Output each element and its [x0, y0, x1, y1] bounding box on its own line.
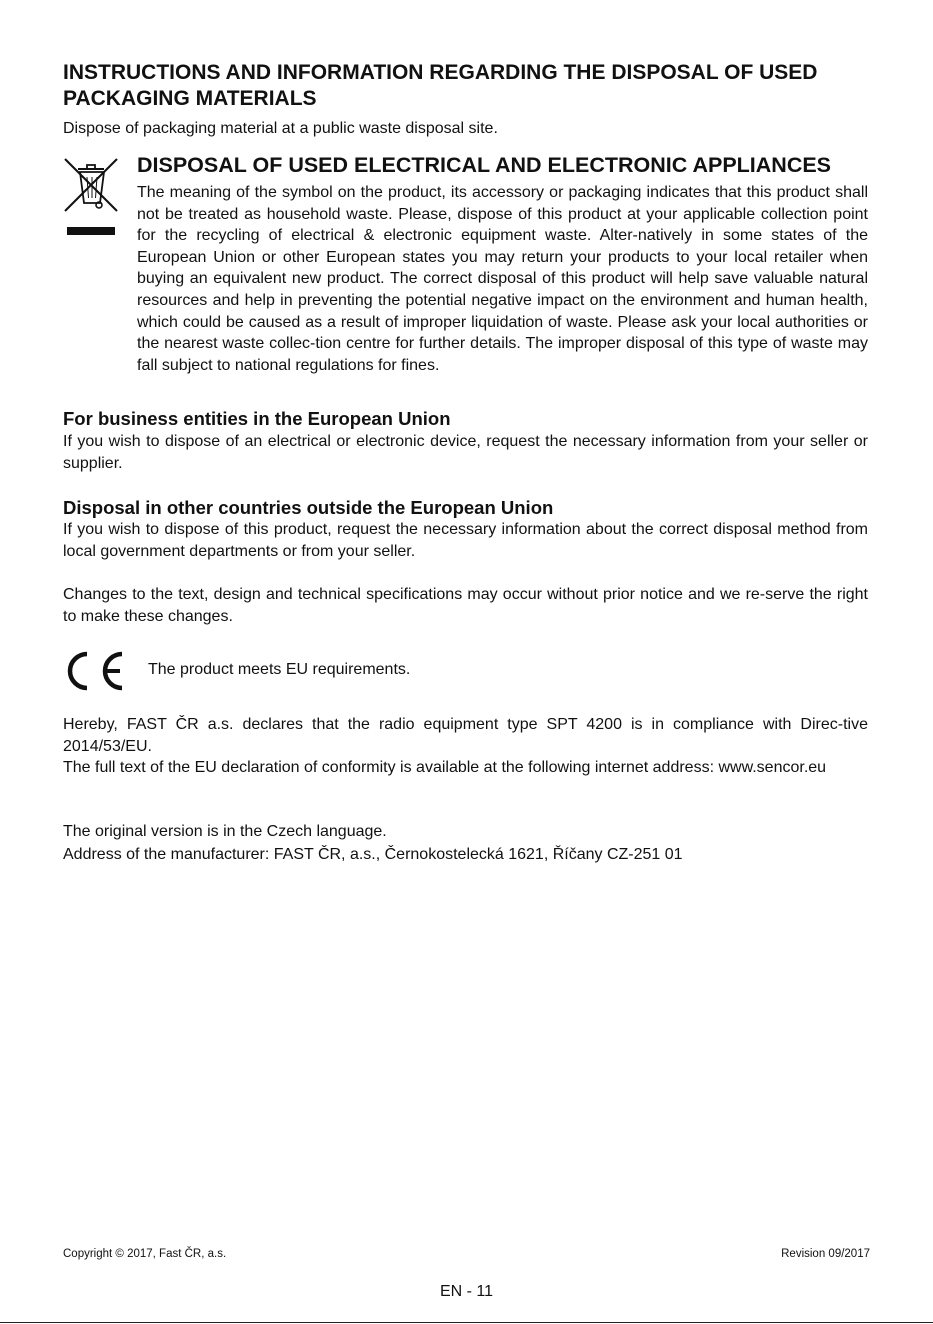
main-heading — [63, 60, 873, 112]
outside-eu-heading: Disposal in other countries outside the European Union — [63, 497, 554, 518]
ce-mark-icon — [64, 650, 128, 692]
weee-heading: DISPOSAL OF USED ELECTRICAL AND ELECTRONIC APPLIANCES — [137, 153, 832, 177]
weee-body-text: The meaning of the symbol on the product, its accessory or packaging indicates that this product shall not be treated as household waste. Please, dispose of this product at your applicable collection point for the recycling of electrical & electronic equipment waste. Alter-natively in some states of the European Union or other European states you may return your products to your local retailer when buying an equivalent new product. The correct disposal of this product will help save valuable natural resources and help in preventing the potential negative impact on the environment and human health, which could be caused as a result of improper liquidation of waste. Please ask your local authorities or the nearest waste collec-tion centre for further details. The improper disposal of this type of waste may fall subject to national regulations for fines. — [137, 184, 868, 374]
original-version-text: The original version is in the Czech language. — [63, 823, 387, 840]
ce-compliance-text: The product meets EU requirements. — [148, 661, 411, 678]
business-heading: For business entities in the European Union — [63, 408, 451, 429]
revision-text: Revision 09/2017 — [781, 1248, 870, 1260]
copyright-text: Copyright © 2017, Fast ČR, a.s. — [63, 1248, 227, 1260]
page-number: EN - 11 — [439, 1283, 494, 1300]
business-text: If you wish to dispose of an electrical or electronic device, request the necessary information from your seller or supplier. — [63, 433, 868, 472]
declaration-text: Hereby, FAST ČR a.s. declares that the radio equipment type SPT 4200 is in compliance with Direc-tive 2014/53/EU. — [63, 716, 868, 755]
crossed-out-wheelie-bin-icon — [63, 153, 119, 237]
bottom-divider — [0, 1322, 933, 1323]
main-heading-line-2: PACKAGING MATERIALS — [63, 87, 317, 110]
outside-eu-text: If you wish to dispose of this product, request the necessary information about the correct disposal method from local government departments or from your seller. — [63, 521, 868, 560]
changes-notice: Changes to the text, design and technical specifications may occur without prior notice and we re-serve the right to make these changes. — [63, 586, 868, 625]
full-text-notice: The full text of the EU declaration of conformity is available at the following internet address: www.sencor.eu — [63, 759, 827, 776]
packaging-intro-text: Dispose of packaging material at a public waste disposal site. — [63, 120, 498, 137]
main-heading-line-1: INSTRUCTIONS AND INFORMATION REGARDING THE DISPOSAL OF USED — [63, 61, 818, 84]
manufacturer-address: Address of the manufacturer: FAST ČR, a.s., Černokostelecká 1621, Říčany CZ-251 01 — [63, 846, 683, 863]
